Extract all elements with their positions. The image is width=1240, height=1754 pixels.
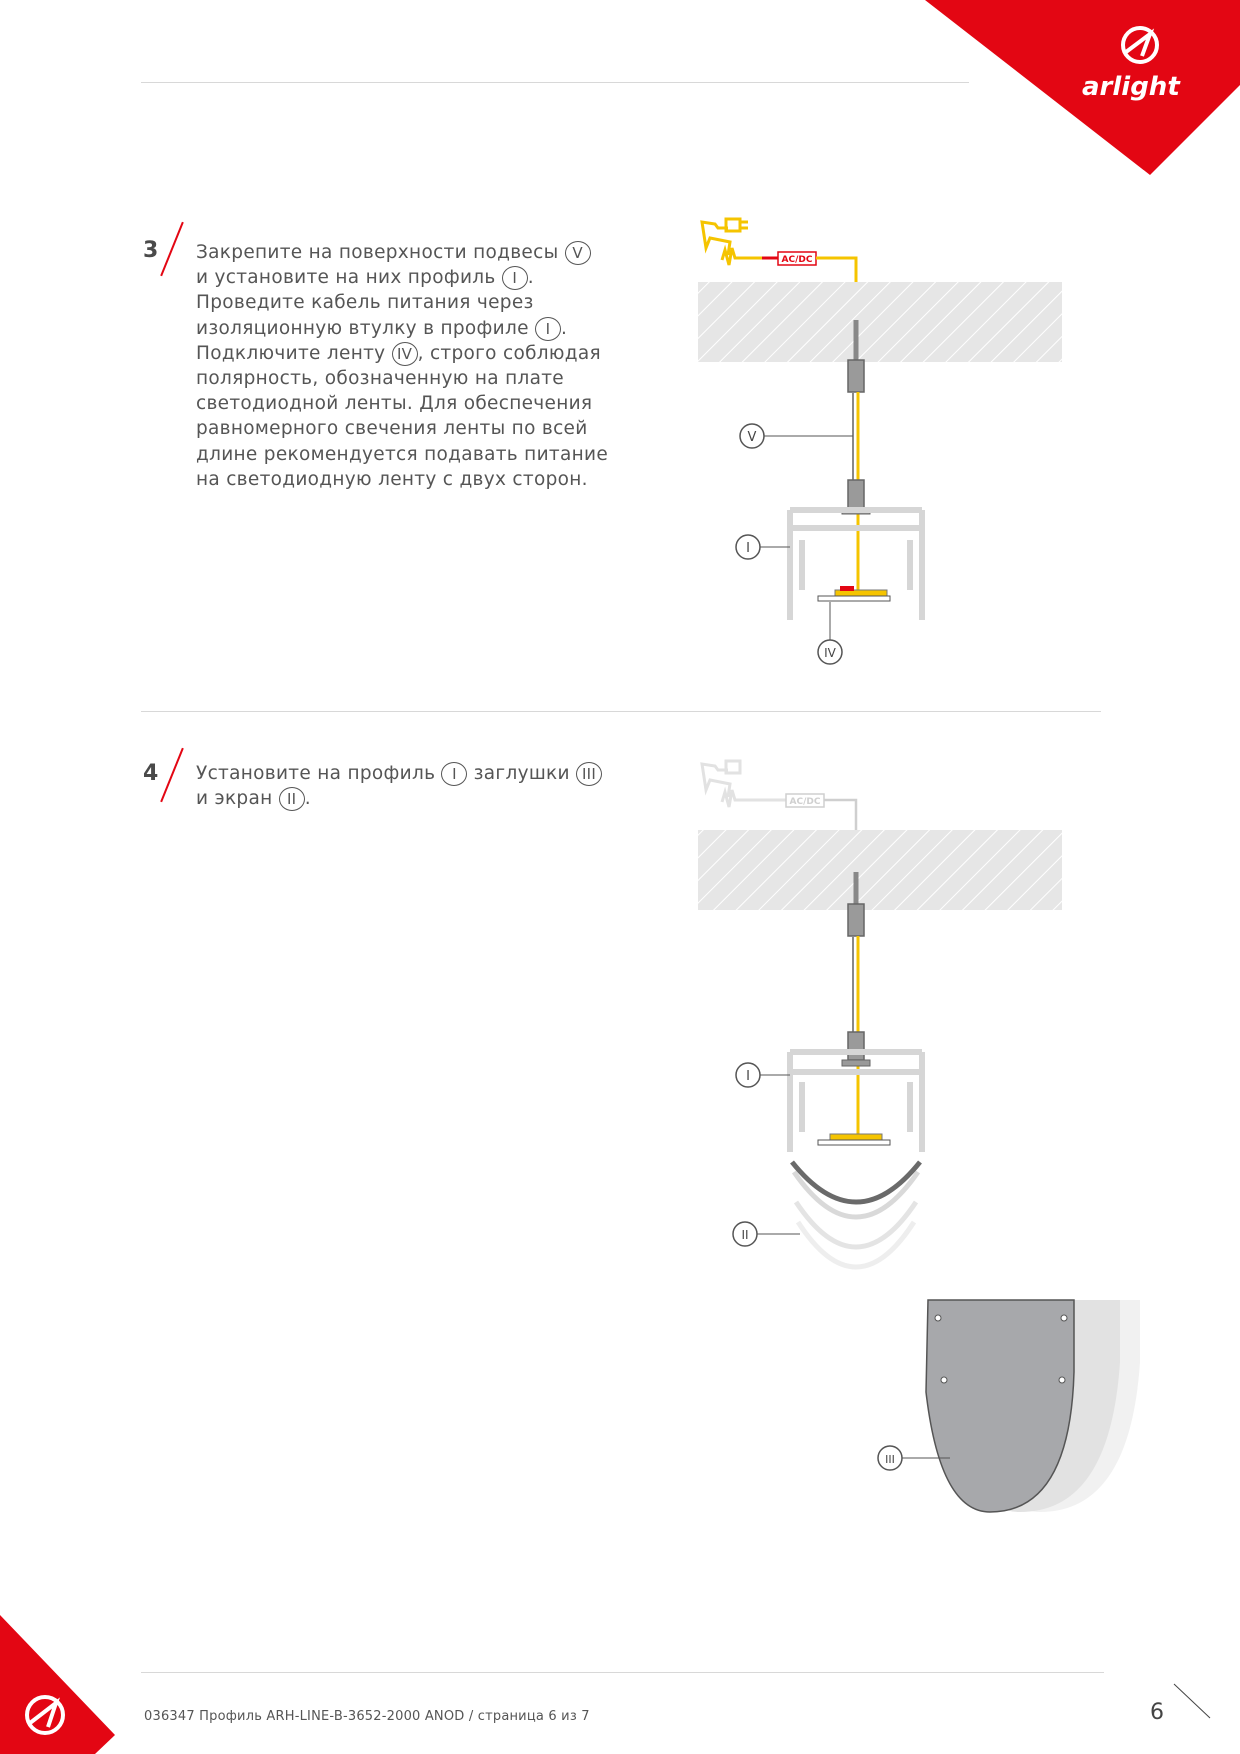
psu-plug-icon: [702, 219, 762, 265]
instruction-text: равномерного свечения ленты по всей: [196, 418, 588, 440]
brand-corner-bottom: [0, 1615, 120, 1754]
diffuser-screen: [792, 1162, 920, 1267]
svg-text:V: V: [747, 430, 757, 445]
svg-text:I: I: [746, 1069, 750, 1084]
part-marker: I: [441, 762, 467, 786]
instruction-text: .: [527, 267, 534, 289]
instruction-line: [196, 341, 608, 366]
psu-plug-icon: [702, 761, 786, 807]
instruction-line: [196, 467, 608, 492]
suspension-top-mount: [848, 360, 864, 392]
instruction-line: [196, 240, 608, 265]
footer-document-info: 036347 Профиль ARH-LINE-B-3652-2000 ANOD / страница 6 из 7: [144, 1709, 590, 1724]
instruction-text: и установите на них профиль: [196, 267, 502, 289]
instruction-text: изоляционную втулку в профиле: [196, 317, 535, 339]
instruction-line: [196, 761, 602, 786]
part-marker: II: [279, 787, 305, 811]
suspension-bottom-mount: [848, 1032, 864, 1060]
instruction-text: и экран: [196, 788, 279, 810]
part-marker: I: [502, 266, 528, 290]
instruction-text: заглушки: [467, 763, 577, 784]
svg-text:I: I: [746, 541, 750, 556]
part-marker: IV: [392, 342, 418, 366]
step-3-instructions: [196, 240, 608, 492]
callout-I: [736, 535, 790, 559]
instruction-text: на светодиодную ленту с двух сторон.: [196, 468, 588, 490]
callout-I: [736, 1063, 790, 1087]
instruction-line: [196, 442, 608, 467]
step-4-slash: [160, 748, 184, 803]
instruction-text: , строго соблюдая: [417, 342, 601, 364]
instruction-text: Проведите кабель питания через: [196, 292, 534, 314]
brand-corner: [920, 0, 1240, 180]
aluminium-profile: [790, 510, 922, 620]
instruction-text: длине рекомендуется подавать питание: [196, 443, 609, 465]
instruction-text: Подключите ленту: [196, 342, 392, 364]
page-corner-slash: [1172, 1682, 1212, 1722]
step-3-slash: [160, 222, 184, 277]
callout-II: [733, 1222, 800, 1246]
instruction-line: [196, 391, 608, 416]
footer-divider: [141, 1672, 1104, 1673]
ceiling-section: [698, 282, 1062, 362]
instruction-line: [196, 786, 602, 811]
part-marker: V: [565, 241, 591, 265]
diagram-step-4: [690, 752, 1150, 1522]
brand-logo-text: arlight: [1082, 72, 1180, 102]
suspension-bottom-mount: [848, 480, 864, 508]
callout-IV: [818, 602, 842, 664]
svg-text:IV: IV: [824, 646, 836, 660]
callout-V: [740, 424, 853, 448]
suspension-top-mount: [848, 904, 864, 936]
instruction-text: Установите на профиль: [196, 763, 442, 784]
instruction-text: Закрепите на поверхности подвесы: [196, 242, 565, 263]
psu-label: AC/DC: [789, 797, 821, 807]
svg-text:II: II: [741, 1228, 749, 1242]
diagram-step-3: [690, 210, 1070, 680]
step-4-number: 4: [143, 761, 159, 786]
instruction-line: [196, 265, 608, 290]
psu-label: AC/DC: [781, 255, 813, 265]
part-marker: I: [535, 317, 561, 341]
end-cap: [926, 1300, 1140, 1512]
page-number: 6: [1150, 1700, 1164, 1725]
instruction-line: [196, 366, 608, 391]
section-divider: [141, 711, 1101, 712]
top-divider: [141, 82, 969, 83]
svg-text:III: III: [885, 1453, 895, 1466]
part-marker: III: [576, 762, 602, 786]
instruction-text: .: [304, 788, 311, 810]
instruction-line: [196, 316, 608, 341]
instruction-text: полярность, обозначенную на плате: [196, 368, 564, 390]
instruction-line: [196, 416, 608, 441]
instruction-text: светодиодной ленты. Для обеспечения: [196, 393, 593, 415]
ceiling-section: [698, 830, 1062, 910]
instruction-text: .: [560, 317, 568, 339]
step-4-instructions: [196, 761, 602, 811]
instruction-line: [196, 290, 608, 315]
step-3-number: 3: [143, 238, 159, 263]
